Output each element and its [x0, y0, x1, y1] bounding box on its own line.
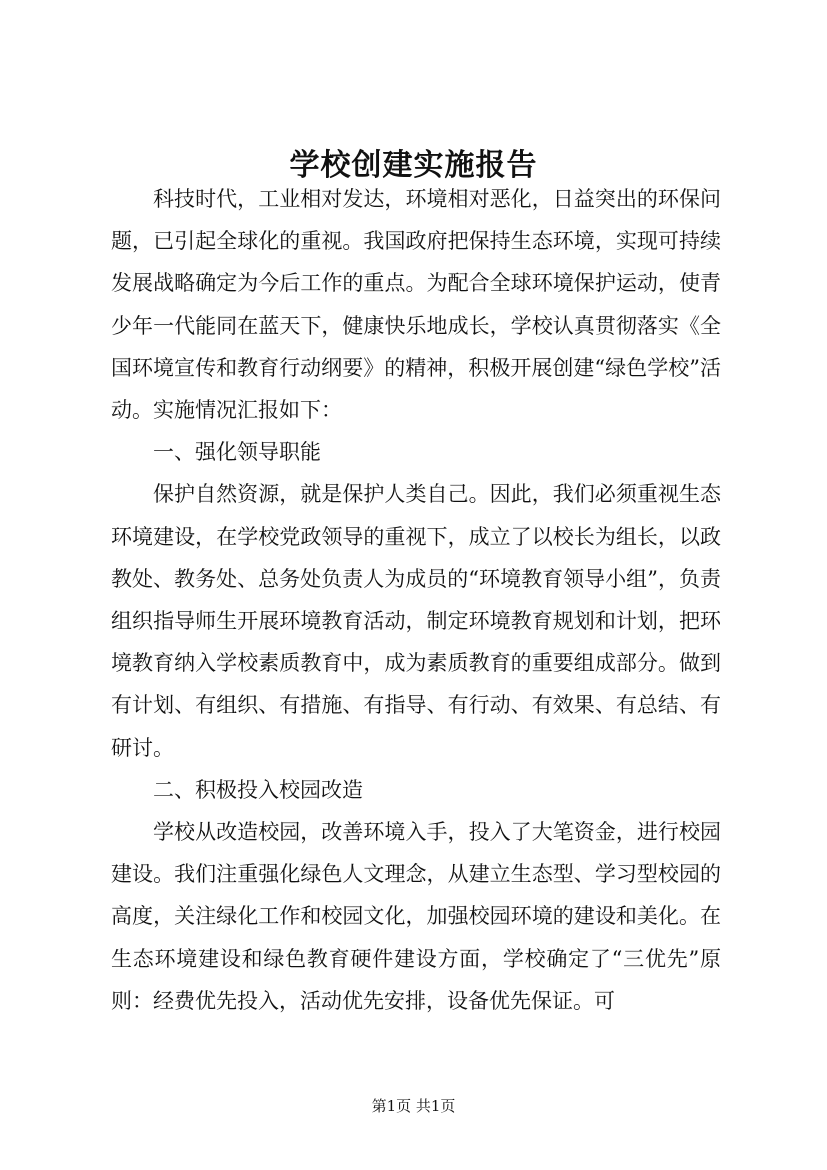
document-title: 学校创建实施报告 — [289, 148, 538, 183]
page-number-footer: 第1页 共1页 — [371, 1097, 456, 1115]
paragraph-leadership: 保护自然资源，就是保护人类自己。因此，我们必须重视生态环境建设，在学校党政领导的重视下，成立了以校长为组长，以政教处、教务处、总务处负责人为成员的“环境教育领导小组”，负责组织指导师生开展环境教育活动，制定环境教育规划和计划，把环境教育纳入学校素质教育中，成为素质教育的重要组成部分。做到有计划、有组织、有措施、有指导、有行动、有效果、有总结、有研讨。 — [111, 482, 721, 760]
section-heading-1: 一、强化领导职能 — [153, 440, 321, 465]
document-body — [111, 178, 721, 1022]
section-heading-2: 二、积极投入校园改造 — [153, 777, 363, 802]
paragraph-intro: 科技时代，工业相对发达，环境相对恶化，日益突出的环保问题，已引起全球化的重视。我国政府把保持生态环境，实现可持续发展战略确定为今后工作的重点。为配合全球环境保护运动，使青少年一代能同在蓝天下，健康快乐地成长，学校认真贯彻落实《全国环境宣传和教育行动纲要》的精神，积极开展创建“绿色学校”活动。实施情况汇报如下： — [111, 187, 721, 423]
paragraph-campus: 学校从改造校园，改善环境入手，投入了大笔资金，进行校园建设。我们注重强化绿色人文理念，从建立生态型、学习型校园的高度，关注绿化工作和校园文化，加强校园环境的建设和美化。在生态环境建设和绿色教育硬件建设方面，学校确定了“三优先”原则：经费优先投入，活动优先安排，设备优先保证。可 — [111, 820, 721, 1013]
